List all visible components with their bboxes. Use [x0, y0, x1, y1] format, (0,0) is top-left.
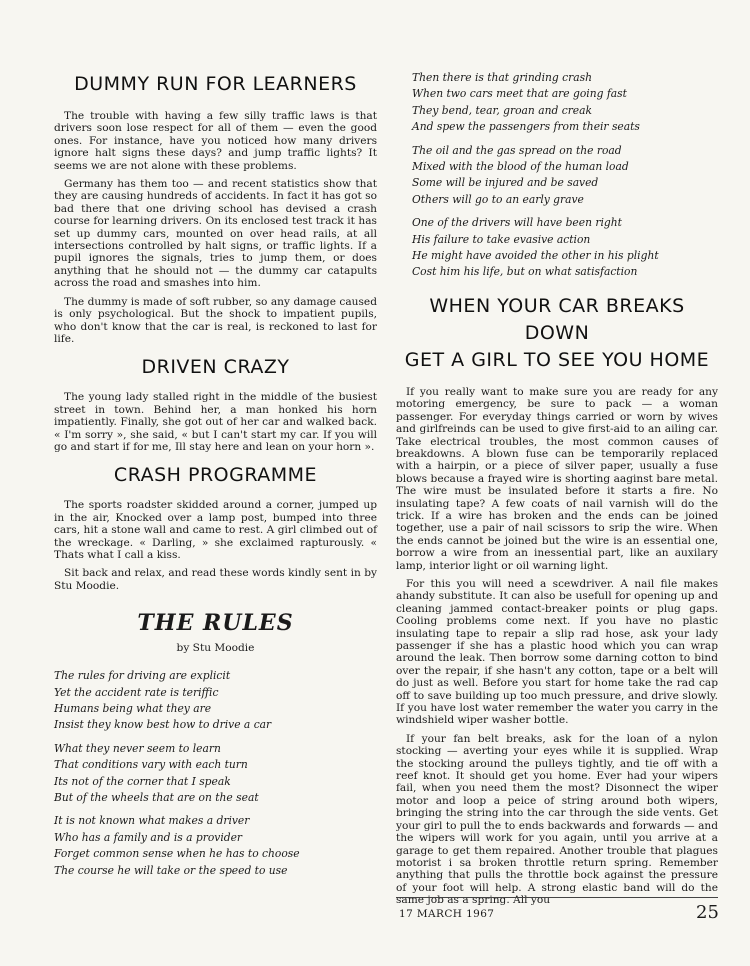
poem-line: The course he will take or the speed to use	[54, 863, 288, 877]
car-breaks-down-heading	[396, 293, 718, 374]
the-rules-byline: by Stu Moodie	[176, 642, 255, 655]
dummy-run-paragraph-1: The trouble with having a few silly traffic laws is that drivers soon lose respect for all of them — even the good ones. For instance, have you noticed how many drivers ignore halt signs these days? and jump traffic lights? It seems we are not alone with these problems.	[54, 110, 377, 172]
rules-continued-stanza-2	[412, 143, 718, 209]
the-rules-heading: THE RULES	[137, 610, 294, 637]
rules-stanza-1	[54, 668, 377, 734]
driven-crazy-heading: DRIVEN CRAZY	[141, 356, 290, 379]
left-column	[54, 66, 377, 886]
poem-line: Cost him his life, but on what satisfaction	[412, 265, 638, 279]
car-breaks-down-paragraph-1: If you really want to make sure you are ready for any motoring emergency, be sure to pack — a woman passenger. For everyday things carried or worn by wives and girlfreinds can be used to give first-aid to an ailing car. Take electrical troubles, the most common causes of breakdowns. A blown fuse can be temporarily replaced with a hairpin, or a piece of silver paper, usually a fuse blows because a frayed wire is shorting aaginst bare metal. The wire must be insulated before it starts a fire. No insulating tape? A few coats of nail varnish will do the trick. If a wire has broken and the ends can be joined together, use a pair of nail scissors to srip the wire. When the ends cannot be joined but the wire is an essential one, borrow a wire from an inessential part, like an auxilary lamp, interior light or oil warning light.	[396, 385, 718, 572]
footer-date: 17 MARCH 1967	[399, 908, 495, 920]
poem-line: One of the drivers will have been right	[412, 216, 622, 230]
poem-line: He might have avoided the other in his plight	[412, 249, 659, 263]
poem-line: They bend, tear, groan and creak	[412, 103, 592, 117]
rules-continued-stanza-3	[412, 215, 718, 281]
poem-line: The rules for driving are explicit	[54, 669, 231, 683]
poem-line: Then there is that grinding crash	[412, 71, 592, 84]
dummy-run-heading: DUMMY RUN FOR LEARNERS	[74, 73, 357, 95]
poem-line: Mixed with the blood of the human load	[412, 160, 629, 174]
crash-programme-heading: CRASH PROGRAMME	[113, 464, 318, 487]
car-breaks-down-paragraph-2: For this you will need a scewdriver. A nail file makes ahandy substitute. It can also be usefull for opening up and cleaning jammed contact-breaker points or plug gaps. Cooling problems come next. If you have no plastic insulating tape to repair a slip rad hose, ask your lady passenger if she has a plastic hood which you can wrap around the leak. Then borrow some darning cotton to bind over the repair, if she hasn't any cotton, tape or a belt will do just as well. Before you start for home take the rad cap off to save building up too much pressure, and drive slowly. If you have lost water remember the water you carry in the windshield wiper washer bottle.	[396, 577, 718, 727]
poem-line: Others will go to an early grave	[412, 192, 584, 206]
footer-rule	[396, 897, 718, 898]
poem-line: Insist they know best how to drive a car	[54, 718, 272, 732]
car-breaks-down-heading-line-2: GET A GIRL TO SEE YOU HOME	[404, 348, 710, 371]
poem-line: But of the wheels that are on the seat	[54, 791, 259, 805]
right-column	[396, 70, 718, 913]
poem-line: What they never seem to learn	[54, 741, 221, 755]
poem-line: Some will be injured and be saved	[412, 176, 599, 190]
car-breaks-down-paragraph-3: If your fan belt breaks, ask for the loan of a nylon stocking — averting your eyes while it is supplied. Wrap the stocking around the pulleys tightly, and tie off with a reef knot. It should get you home. Ever had your wipers fail, when you need them the most? Disonnect the wiper motor and loop a peice of string around both wipers, bringing the string into the car through the side vents. Get your girl to pull the to ends backwards and forwards — and the wipers will work for you again, until you arrive at a garage to get them repaired. Another trouble that plagues motorist i sa broken throttle return spring. Remember anything that pulls the throttle bock against the pressure of your foot will help. A strong elastic band will do the same job as a spring. All you	[396, 732, 718, 907]
poem-line: That conditions vary with each turn	[54, 758, 248, 772]
dummy-run-paragraph-2: Germany has them too — and recent statistics show that they are causing hundreds of accidents. In fact it has got so bad there that one driving school has devised a crash course for learning drivers. On its enclosed test track it has set up dummy cars, mounted on over head rails, at all intersections controlled by halt signs, or traffic lights. If a pupil ignores the signals, tries to jump them, or does anything that he should not — the dummy car catapults across the road and smashes into him.	[54, 178, 377, 290]
crash-programme-paragraph-2: Sit back and relax, and read these words kindly sent in by Stu Moodie.	[54, 567, 377, 592]
dummy-run-paragraph-3: The dummy is made of soft rubber, so any damage caused is only psychological. But the shock to impatient pupils, who don't know that the car is real, is reckoned to last for life.	[54, 295, 377, 345]
rules-continued-stanza-1	[412, 70, 718, 136]
poem-line: When two cars meet that are going fast	[412, 87, 627, 101]
poem-line: His failure to take evasive action	[412, 232, 591, 246]
poem-line: The oil and the gas spread on the road	[412, 143, 622, 157]
crash-programme-paragraph-1: The sports roadster skidded around a corner, jumped up in the air, Knocked over a lamp post, bumped into three cars, hit a stone wall and came to rest. A girl climbed out of the wreckage. « Darling, » she exclaimed rapturously. « Thats what I call a kiss.	[54, 499, 377, 561]
car-breaks-down-heading-line-1: WHEN YOUR CAR BREAKS DOWN	[429, 294, 685, 344]
poem-line: Its not of the corner that I speak	[54, 774, 231, 788]
rules-stanza-3	[54, 813, 377, 879]
driven-crazy-paragraph: The young lady stalled right in the middle of the busiest street in town. Behind her, a man honked his horn impatiently. Finally, she got out of her car and walked back. « I'm sorry », she said, « but I can't start my car. If you will go and start if for me, Ill stay here and lean on your horn ».	[54, 391, 377, 453]
poem-line: Yet the accident rate is teriffic	[54, 685, 219, 699]
poem-line: Humans being what they are	[54, 702, 212, 715]
poem-line: Forget common sense when he has to choose	[54, 847, 300, 861]
poem-line: Who has a family and is a provider	[54, 830, 243, 844]
poem-line: And spew the passengers from their seats	[412, 120, 640, 134]
rules-stanza-2	[54, 741, 377, 807]
page-number: 25	[696, 902, 719, 923]
poem-line: It is not known what makes a driver	[54, 814, 250, 828]
